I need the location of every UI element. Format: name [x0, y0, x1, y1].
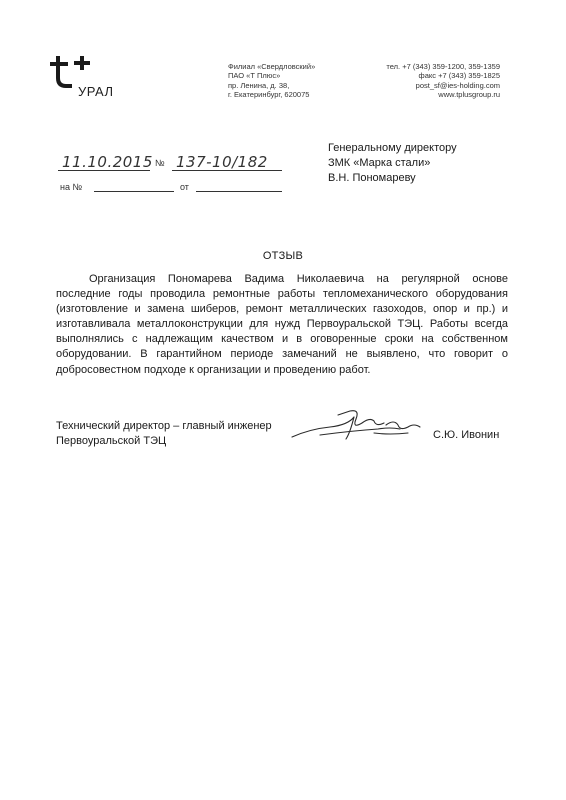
addressee-line: Генеральному директору: [328, 142, 457, 154]
outgoing-number: 137-10/182: [176, 153, 268, 171]
addressee-line: В.Н. Пономареву: [328, 172, 416, 184]
addressee-line: ЗМК «Марка стали»: [328, 157, 431, 169]
incoming-number-line: [94, 191, 174, 192]
email-line: post_sf@ies-holding.com: [415, 80, 500, 90]
letter-body: [56, 272, 508, 378]
number-underline: [172, 170, 282, 171]
signatory-name: С.Ю. Ивонин: [433, 429, 500, 441]
contact-info: [386, 62, 500, 99]
position-line: Технический директор – главный инженер: [56, 420, 272, 432]
phone-line: тел. +7 (343) 359-1200, 359-1359: [386, 62, 500, 71]
position-line: Первоуральской ТЭЦ: [56, 435, 167, 447]
handwritten-signature: [290, 405, 430, 445]
addressee-block: [328, 141, 457, 186]
branch-line: ПАО «Т Плюс»: [228, 71, 281, 81]
signatory-position: [56, 419, 272, 449]
letter-paragraph: Организация Пономарева Вадима Николаевича на регулярной основе последние годы проводила ремонтные работы тепломеханического оборудования (изготовление и замена шиберов, ремонт металлических газоходов, опор и пр.) и изготавливала металлоконструкции для нужд Первоуральской ТЭЦ. Работы всегда выполнялись с надлежащим качеством и в оговоренные сроки на собственном оборудовании. В гарантийном периоде замечаний не выявлено, что говорит о добросовестном подходе к организации и проведению работ.: [56, 273, 508, 376]
branch-line: Филиал «Свердловский»: [228, 62, 316, 71]
letter-title: ОТЗЫВ: [262, 250, 304, 262]
branch-address: [228, 62, 315, 99]
incoming-date-label: от: [180, 182, 189, 192]
incoming-date-line: [196, 191, 282, 192]
website-line: www.tplusgroup.ru: [438, 89, 500, 99]
fax-line: факс +7 (343) 359-1825: [418, 71, 500, 81]
logo-text: УРАЛ: [78, 84, 114, 99]
incoming-number-label: на №: [60, 182, 83, 192]
date-underline: [58, 170, 150, 171]
number-label: №: [155, 158, 165, 168]
branch-line: г. Екатеринбург, 620075: [228, 89, 310, 99]
outgoing-date: 11.10.2015: [62, 153, 153, 171]
branch-line: пр. Ленина, д. 38,: [228, 80, 290, 90]
